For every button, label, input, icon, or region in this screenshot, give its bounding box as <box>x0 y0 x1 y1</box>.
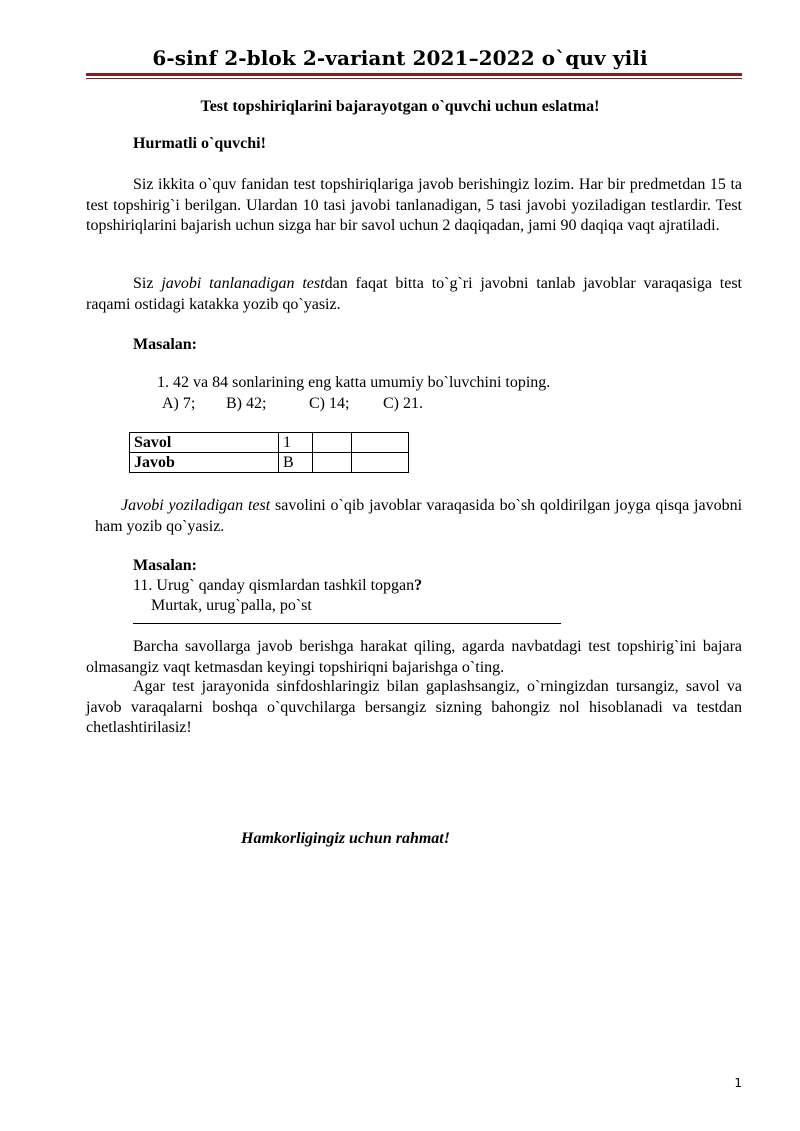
table-cell-javob-value: B <box>279 453 313 473</box>
page-number: 1 <box>734 1076 742 1090</box>
notice-title: Test topshiriqlarini bajarayotgan o`quvchi uchun eslatma! <box>200 98 600 115</box>
example1-question: 1. 42 va 84 sonlarining eng katta umumiy bo`luvchini toping. <box>157 374 551 391</box>
table-cell-empty <box>352 433 409 453</box>
example1-option-d: C) 21. <box>383 395 423 412</box>
header-rule-thick <box>86 73 742 76</box>
paragraph-instructions: Barcha savollarga javob berishga harakat qiling, agarda navbatdagi test topshirig`ini bajara olmasangiz vaqt ketmasdan keyingi topshiriqni bajarishga o`ting. <box>86 638 742 676</box>
paragraph-choice-italic: javobi tanlanadigan test <box>161 275 325 292</box>
table-cell-savol-label: Savol <box>130 433 279 453</box>
paragraph-intro: Siz ikkita o`quv fanidan test topshiriqlariga javob berishingiz lozim. Har bir predmetdan 15 ta test topshirig`i berilgan. Ulardan 10 tasi javobi tanlanadigan, 5 tasi javobi yoziladigan testlardir. Test topshiriqlarini bajarish uchun sizga har bir savol uchun 2 daqiqadan, jami 90 daqiqa vaqt ajratiladi. <box>86 176 742 234</box>
table-cell-empty <box>352 453 409 473</box>
table-cell-empty <box>313 433 352 453</box>
paragraph-choice-tests <box>86 274 742 315</box>
answer-example-table <box>129 432 409 473</box>
header-rule-thin <box>86 78 742 79</box>
example1-option-c: C) 14; <box>309 395 350 412</box>
example1-label: Masalan: <box>133 336 197 353</box>
example2-label: Masalan: <box>133 557 197 574</box>
table-cell-savol-value: 1 <box>279 433 313 453</box>
table-cell-empty <box>313 453 352 473</box>
paragraph-warning: Agar test jarayonida sinfdoshlaringiz bilan gaplashsangiz, o`rningizdan tursangiz, savol va javob varaqalarni boshqa o`quvchilarga bersangiz sizning bahongiz nol hisoblanadi va testdan chetlashtirilasiz! <box>86 678 742 736</box>
table-row <box>130 433 409 453</box>
paragraph-choice-pre: Siz <box>133 275 162 292</box>
example2-question-text: 11. Urug` qanday qismlardan tashkil topgan <box>133 577 415 594</box>
paragraph-written-italic: Javobi yoziladigan test <box>121 497 271 514</box>
example2-question-mark: ? <box>414 577 423 594</box>
example2-question <box>133 576 422 597</box>
closing-thanks: Hamkorligingiz uchun rahmat! <box>241 830 450 847</box>
answer-underline <box>133 623 561 624</box>
paragraph-written-post: savolini o`qib javoblar varaqasida bo`sh qoldirilgan joyga qisqa javobni ham yozib qo`yasiz. <box>95 497 743 535</box>
example1-option-a: A) 7; <box>162 395 196 412</box>
table-cell-javob-label: Javob <box>130 453 279 473</box>
paragraph-choice-post: dan faqat bitta to`g`ri javobni tanlab javoblar varaqasiga test raqami ostidagi katakka yozib qo`yasiz. <box>86 275 743 313</box>
paragraph-written-tests <box>95 496 742 537</box>
example1-option-b: B) 42; <box>226 395 267 412</box>
table-row <box>130 453 409 473</box>
page-header-title: 6-sinf 2-blok 2-variant 2021–2022 o`quv yili <box>152 46 648 70</box>
greeting: Hurmatli o`quvchi! <box>133 135 266 152</box>
example2-answer: Murtak, urug`palla, po`st <box>151 597 312 614</box>
